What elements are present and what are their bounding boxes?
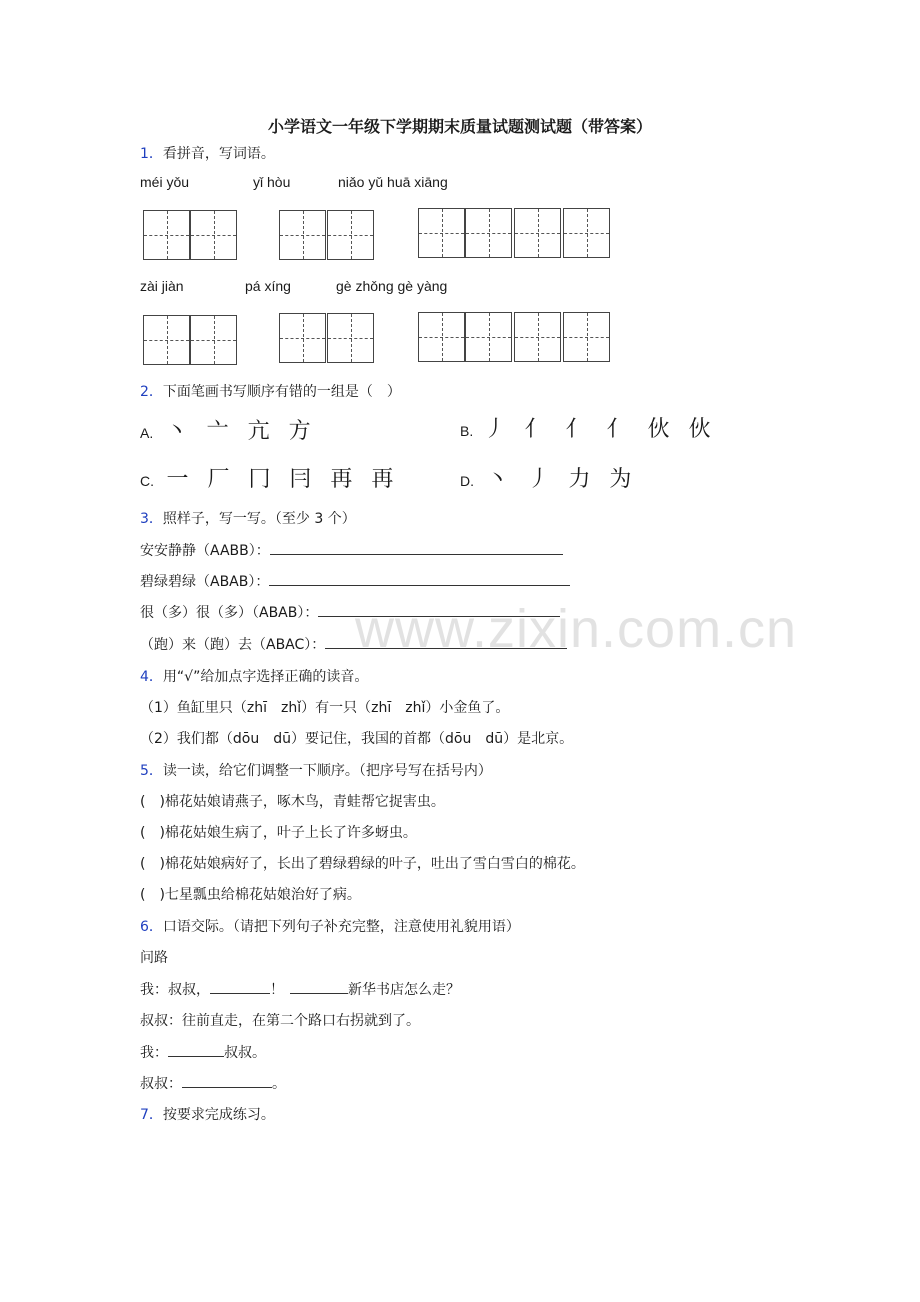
question-1 (140, 143, 275, 163)
question-2 (140, 381, 401, 401)
writing-box[interactable] (190, 315, 237, 365)
stroke-sequence: 一 厂 冂 冃 再 再 (166, 467, 400, 492)
writing-box[interactable] (327, 210, 374, 260)
pinyin-label: pá xíng (245, 278, 291, 294)
dialogue-text: ！ (270, 982, 284, 998)
writing-box[interactable] (514, 312, 561, 362)
option-label: D. (460, 473, 474, 489)
pattern-label: 很（多）很（多）（ABAB）： (140, 605, 319, 621)
page-title: 小学语文一年级下学期期末质量试题测试题（带答案） (267, 117, 652, 136)
writing-box[interactable] (143, 315, 190, 365)
dialogue-text: 我： (140, 1045, 168, 1061)
pattern-label: （跑）来（跑）去（ABAC）： (140, 637, 326, 653)
pinyin-label: niǎo yǔ huā xiāng (338, 174, 448, 190)
option-label: C. (140, 473, 154, 489)
dialogue-line (140, 979, 460, 999)
dialogue-line (140, 1073, 286, 1093)
option-a[interactable] (140, 414, 317, 445)
pinyin-label: yǐ hòu (253, 174, 291, 190)
ordering-item[interactable]: ( )七星瓢虫给棉花姑娘治好了病。 (140, 887, 361, 903)
question-text: 按要求完成练习。 (162, 1107, 275, 1123)
question-5 (140, 760, 492, 780)
answer-line[interactable] (140, 634, 567, 654)
question-number: 5． (140, 763, 163, 779)
question-number: 4． (140, 669, 163, 685)
question-6 (140, 916, 520, 936)
writing-box[interactable] (514, 208, 561, 258)
option-label: A. (140, 425, 154, 441)
writing-box[interactable] (143, 210, 190, 260)
question-4 (140, 666, 368, 686)
dialogue-text: 叔叔。 (224, 1045, 266, 1061)
answer-blank[interactable] (269, 571, 570, 586)
stroke-sequence: 丶 丿 力 为 (486, 467, 638, 492)
ordering-item[interactable]: ( )棉花姑娘病好了，长出了碧绿碧绿的叶子，吐出了雪白雪白的棉花。 (140, 856, 585, 872)
answer-blank[interactable] (210, 979, 270, 994)
question-text: 照样子，写一写。（至少 3 个） (162, 511, 356, 527)
writing-box[interactable] (190, 210, 237, 260)
question-text: 下面笔画书写顺序有错的一组是（ ） (162, 384, 401, 400)
answer-line[interactable] (140, 602, 560, 622)
answer-blank[interactable] (182, 1073, 272, 1088)
question-text: 用“√”给加点字选择正确的读音。 (162, 669, 369, 685)
question-3 (140, 508, 356, 528)
dialogue-text: 叔叔： (140, 1076, 182, 1092)
option-label: B. (460, 423, 474, 439)
option-c[interactable] (140, 462, 399, 493)
question-number: 1． (140, 146, 163, 162)
writing-box[interactable] (418, 312, 465, 362)
answer-blank[interactable] (168, 1042, 224, 1057)
stroke-sequence: 丿 亻 亻 亻 伙 伙 (483, 417, 717, 442)
writing-box[interactable] (327, 313, 374, 363)
writing-box[interactable] (563, 208, 610, 258)
pinyin-label: gè zhǒng gè yàng (336, 278, 448, 294)
ordering-item[interactable]: ( )棉花姑娘生病了，叶子上长了许多蚜虫。 (140, 825, 417, 841)
pinyin-label: méi yǒu (140, 174, 190, 190)
dialogue-line (140, 1042, 266, 1062)
option-b[interactable] (460, 412, 717, 443)
stroke-sequence: 丶 亠 亢 方 (165, 419, 317, 444)
dialogue-text: 新华书店怎么走？ (348, 982, 460, 998)
pinyin-label: zài jiàn (140, 278, 184, 294)
dialogue-text: 我：叔叔， (140, 982, 210, 998)
question-number: 2． (140, 384, 163, 400)
question-text: 口语交际。（请把下列句子补充完整，注意使用礼貌用语） (162, 919, 520, 935)
writing-box[interactable] (465, 208, 512, 258)
answer-line[interactable] (140, 571, 570, 591)
question-number: 7． (140, 1107, 163, 1123)
writing-box[interactable] (418, 208, 465, 258)
writing-box[interactable] (279, 210, 326, 260)
answer-blank[interactable] (318, 602, 560, 617)
question-number: 3． (140, 511, 163, 527)
question-text: 看拼音，写词语。 (162, 146, 275, 162)
answer-blank[interactable] (290, 979, 348, 994)
question-number: 6． (140, 919, 163, 935)
watermark: www.zixin.com.cn (355, 599, 798, 659)
option-d[interactable] (460, 462, 637, 493)
dialogue-subtitle: 问路 (140, 950, 168, 966)
sentence: （2）我们都（dōu dū）要记住，我国的首都（dōu dū）是北京。 (140, 731, 574, 747)
writing-box[interactable] (279, 313, 326, 363)
dialogue-text: 。 (272, 1076, 286, 1092)
sentence: （1）鱼缸里只（zhī zhǐ）有一只（zhī zhǐ）小金鱼了。 (140, 700, 510, 716)
answer-line[interactable] (140, 540, 563, 560)
ordering-item[interactable]: ( )棉花姑娘请燕子，啄木鸟，青蛙帮它捉害虫。 (140, 794, 445, 810)
writing-box[interactable] (465, 312, 512, 362)
answer-blank[interactable] (270, 540, 563, 555)
writing-box[interactable] (563, 312, 610, 362)
question-text: 读一读，给它们调整一下顺序。（把序号写在括号内） (162, 763, 492, 779)
dialogue-line: 叔叔：往前直走，在第二个路口右拐就到了。 (140, 1013, 420, 1029)
answer-blank[interactable] (325, 634, 567, 649)
pattern-label: 安安静静（AABB）： (140, 543, 270, 559)
pattern-label: 碧绿碧绿（ABAB）： (140, 574, 270, 590)
question-7 (140, 1104, 275, 1124)
